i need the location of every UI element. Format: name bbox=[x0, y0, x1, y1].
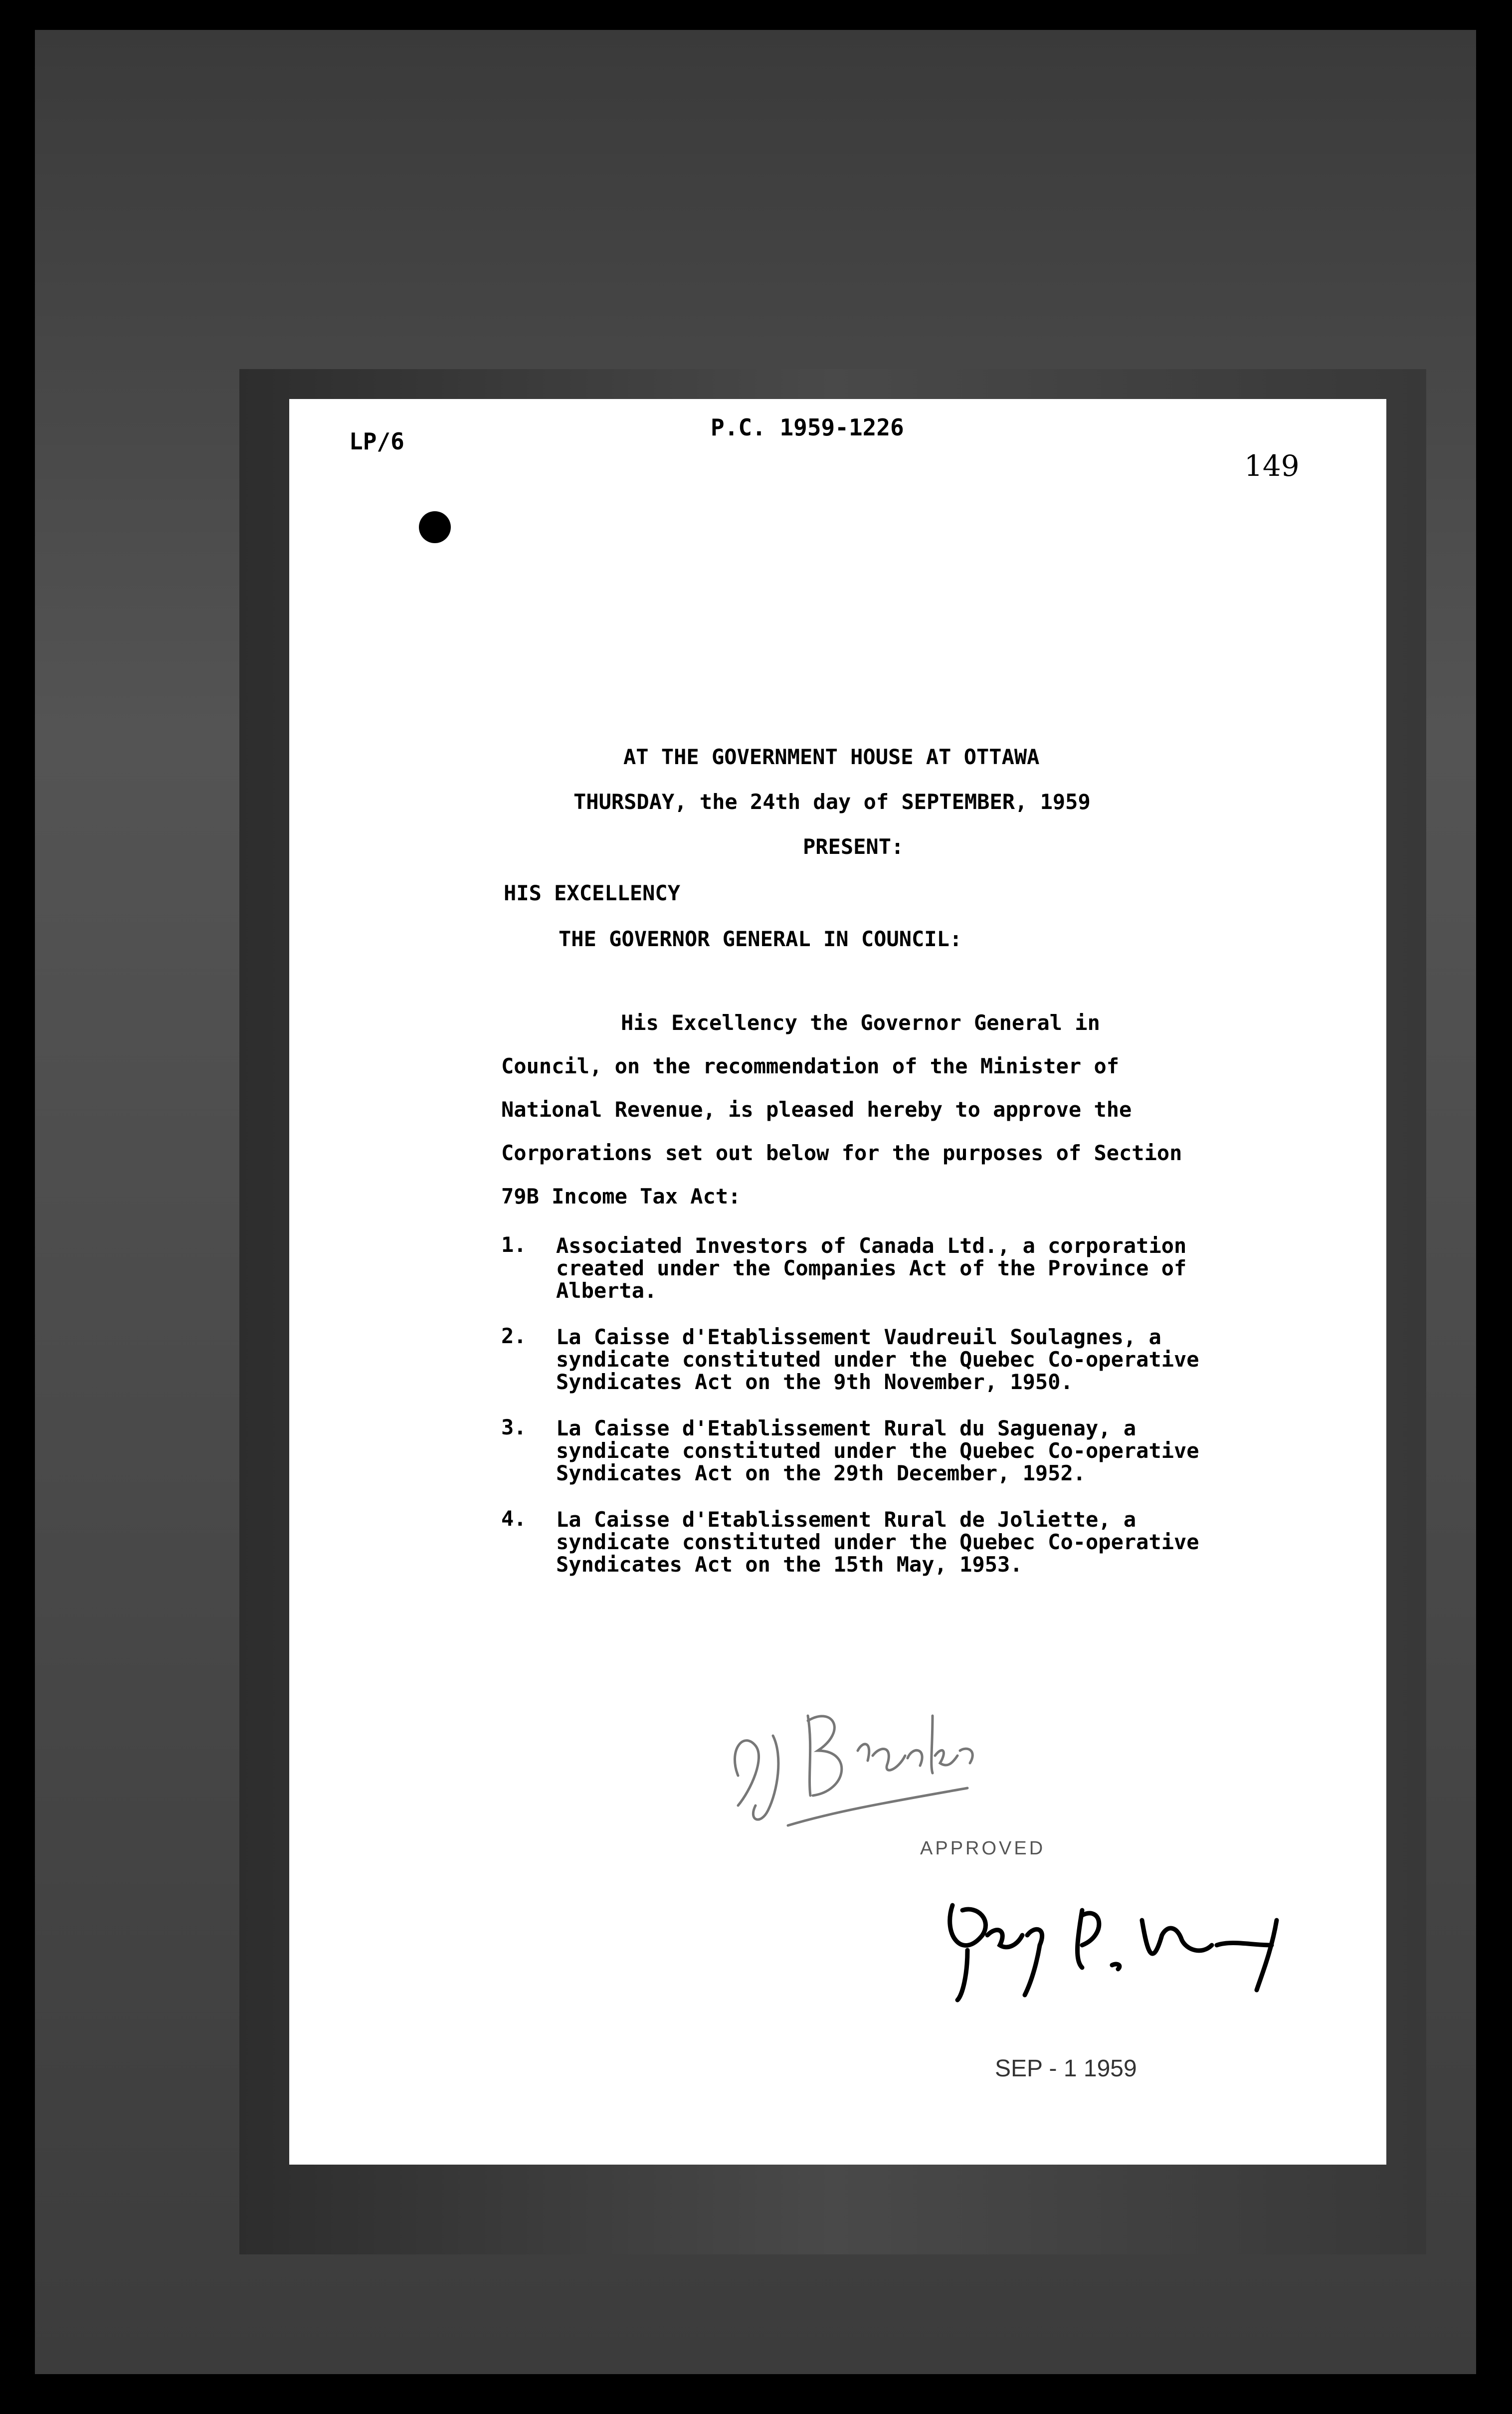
body-line: Corporations set out below for the purposes of Section bbox=[501, 1141, 1182, 1165]
list-item bbox=[501, 1417, 1379, 1484]
signature-vanier bbox=[933, 1875, 1302, 2005]
approval-date-stamp: SEP - 1 1959 bbox=[995, 2055, 1137, 2082]
list-item bbox=[501, 1508, 1379, 1576]
item-text: La Caisse d'Etablissement Vaudreuil Soulagnes, a syndicate constituted under the Quebec Co-operative Syndicates Act on the 9th November, 1950. bbox=[556, 1325, 1199, 1394]
body-line: His Excellency the Governor General in bbox=[621, 1010, 1100, 1035]
excellency-line: HIS EXCELLENCY bbox=[504, 881, 681, 905]
file-reference: LP/6 bbox=[349, 428, 404, 455]
order-number: P.C. 1959-1226 bbox=[711, 414, 904, 441]
item-number: 1. bbox=[501, 1232, 527, 1257]
approved-label: APPROVED bbox=[920, 1838, 1046, 1859]
date-line: THURSDAY, the 24th day of SEPTEMBER, 1959 bbox=[573, 790, 1091, 814]
document-page bbox=[289, 399, 1386, 2165]
page-number: 149 bbox=[1244, 449, 1300, 483]
item-text: La Caisse d'Etablissement Rural du Saguenay, a syndicate constituted under the Quebec Co-operative Syndicates Act on the 29th December, 1952. bbox=[556, 1416, 1199, 1485]
corporation-list bbox=[501, 1234, 1379, 1600]
item-number: 2. bbox=[501, 1324, 527, 1348]
body-line: Council, on the recommendation of the Minister of bbox=[501, 1054, 1120, 1078]
item-number: 4. bbox=[501, 1506, 527, 1531]
list-item bbox=[501, 1326, 1379, 1393]
item-text: La Caisse d'Etablissement Rural de Joliette, a syndicate constituted under the Quebec Co-operative Syndicates Act on the 15th May, 1953. bbox=[556, 1507, 1199, 1577]
item-text: Associated Investors of Canada Ltd., a corporation created under the Companies Act of the Province of Alberta. bbox=[556, 1233, 1187, 1303]
document-heading: AT THE GOVERNMENT HOUSE AT OTTAWA bbox=[623, 745, 1040, 769]
present-label: PRESENT: bbox=[803, 834, 904, 859]
signature-brooks bbox=[708, 1676, 987, 1840]
body-line: 79B Income Tax Act: bbox=[501, 1184, 741, 1208]
governor-in-council-line: THE GOVERNOR GENERAL IN COUNCIL: bbox=[559, 927, 962, 951]
list-item bbox=[501, 1234, 1379, 1302]
punch-hole bbox=[419, 511, 451, 543]
body-line: National Revenue, is pleased hereby to approve the bbox=[501, 1097, 1132, 1122]
item-number: 3. bbox=[501, 1415, 527, 1439]
